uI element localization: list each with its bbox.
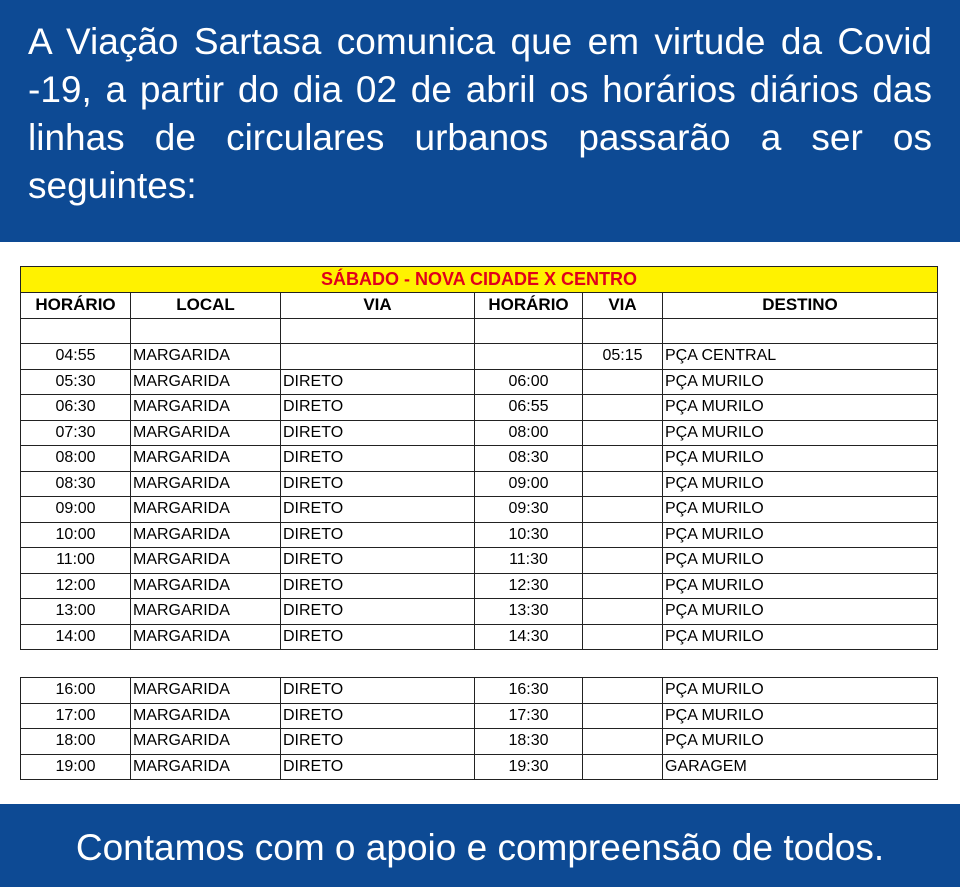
table-cell: 14:00 — [21, 624, 131, 650]
table-cell: DIRETO — [281, 573, 475, 599]
table-cell — [583, 522, 663, 548]
table-cell: 04:55 — [21, 344, 131, 370]
table-cell: MARGARIDA — [131, 497, 281, 523]
header-cell: VIA — [583, 293, 663, 319]
table-cell: MARGARIDA — [131, 344, 281, 370]
table-cell: 09:00 — [475, 471, 583, 497]
table-cell: DIRETO — [281, 678, 475, 704]
table-cell — [583, 369, 663, 395]
table-cell: MARGARIDA — [131, 754, 281, 780]
table-cell — [21, 318, 131, 344]
table-cell: PÇA MURILO — [663, 624, 938, 650]
table-cell: 11:00 — [21, 548, 131, 574]
table-cell: DIRETO — [281, 471, 475, 497]
table-cell: 08:00 — [475, 420, 583, 446]
table-row — [21, 318, 938, 344]
table-row — [21, 446, 938, 472]
table-cell — [475, 344, 583, 370]
table-cell: MARGARIDA — [131, 420, 281, 446]
table-cell: DIRETO — [281, 703, 475, 729]
table-cell: 05:15 — [583, 344, 663, 370]
table-cell: 05:30 — [21, 369, 131, 395]
table-cell: DIRETO — [281, 497, 475, 523]
table-row — [21, 599, 938, 625]
announcement-text: A Viação Sartasa comunica que em virtude da Covid -19, a partir do dia 02 de abril os horários diários das linhas de circulares urbanos passarão a ser os seguintes: — [28, 21, 932, 206]
schedule-table — [20, 266, 938, 650]
table-cell: DIRETO — [281, 420, 475, 446]
table-cell: DIRETO — [281, 446, 475, 472]
table-cell: PÇA MURILO — [663, 471, 938, 497]
header-cell: DESTINO — [663, 293, 938, 319]
table-cell: DIRETO — [281, 395, 475, 421]
table-row — [21, 369, 938, 395]
table-row — [21, 471, 938, 497]
header-cell: VIA — [281, 293, 475, 319]
table-cell: GARAGEM — [663, 754, 938, 780]
table-cell: MARGARIDA — [131, 471, 281, 497]
table-cell: MARGARIDA — [131, 522, 281, 548]
table-cell: 12:30 — [475, 573, 583, 599]
table-cell — [583, 446, 663, 472]
table-cell — [583, 624, 663, 650]
table-row — [21, 678, 938, 704]
table-cell: DIRETO — [281, 624, 475, 650]
table-cell — [663, 318, 938, 344]
header-cell: HORÁRIO — [21, 293, 131, 319]
table-cell: 18:00 — [21, 729, 131, 755]
table-cell: PÇA MURILO — [663, 522, 938, 548]
table-cell — [475, 318, 583, 344]
table-row — [21, 548, 938, 574]
table-row — [21, 624, 938, 650]
table-cell: 09:00 — [21, 497, 131, 523]
table-cell: PÇA MURILO — [663, 703, 938, 729]
table-row — [21, 420, 938, 446]
table-cell: PÇA MURILO — [663, 395, 938, 421]
schedule-title: SÁBADO - NOVA CIDADE X CENTRO — [21, 267, 938, 293]
table-cell — [583, 703, 663, 729]
table-cell: 08:00 — [21, 446, 131, 472]
table-cell: 14:30 — [475, 624, 583, 650]
table-cell — [583, 395, 663, 421]
table-cell: 13:30 — [475, 599, 583, 625]
table-row — [21, 729, 938, 755]
table-cell: 13:00 — [21, 599, 131, 625]
table-cell: DIRETO — [281, 754, 475, 780]
table-cell: DIRETO — [281, 369, 475, 395]
table-cell: MARGARIDA — [131, 369, 281, 395]
header-cell: LOCAL — [131, 293, 281, 319]
table-cell — [583, 754, 663, 780]
table-cell: 18:30 — [475, 729, 583, 755]
table-cell: MARGARIDA — [131, 624, 281, 650]
table-cell: 17:30 — [475, 703, 583, 729]
table-cell: PÇA MURILO — [663, 446, 938, 472]
table-cell: 17:00 — [21, 703, 131, 729]
table-row — [21, 522, 938, 548]
table-cell — [131, 318, 281, 344]
table-cell: DIRETO — [281, 729, 475, 755]
header-row — [21, 293, 938, 319]
table-cell: 10:00 — [21, 522, 131, 548]
table-row — [21, 395, 938, 421]
table-cell: MARGARIDA — [131, 548, 281, 574]
table-cell — [583, 318, 663, 344]
table-cell: PÇA CENTRAL — [663, 344, 938, 370]
announcement-banner — [0, 0, 960, 242]
table-cell: PÇA MURILO — [663, 599, 938, 625]
table-cell: 11:30 — [475, 548, 583, 574]
table-row — [21, 497, 938, 523]
table-cell: DIRETO — [281, 548, 475, 574]
table-cell: MARGARIDA — [131, 446, 281, 472]
footer-banner — [0, 804, 960, 887]
table-cell — [281, 344, 475, 370]
table-cell — [583, 729, 663, 755]
table-cell: 16:00 — [21, 678, 131, 704]
header-cell: HORÁRIO — [475, 293, 583, 319]
footer-text: Contamos com o apoio e compreensão de todos. — [75, 827, 885, 868]
table-cell: MARGARIDA — [131, 703, 281, 729]
table-cell: PÇA MURILO — [663, 369, 938, 395]
table-cell: 16:30 — [475, 678, 583, 704]
table-cell: MARGARIDA — [131, 395, 281, 421]
table-row — [21, 754, 938, 780]
table-cell: PÇA MURILO — [663, 729, 938, 755]
table-cell: PÇA MURILO — [663, 420, 938, 446]
table-row — [21, 344, 938, 370]
table-cell — [583, 497, 663, 523]
schedule-table-afternoon — [20, 677, 938, 780]
table-cell — [583, 573, 663, 599]
table-cell: MARGARIDA — [131, 599, 281, 625]
table-cell: MARGARIDA — [131, 573, 281, 599]
table-cell — [583, 548, 663, 574]
table-row — [21, 573, 938, 599]
table-cell: 08:30 — [21, 471, 131, 497]
table-row — [21, 703, 938, 729]
table-cell — [583, 599, 663, 625]
table-cell — [583, 678, 663, 704]
table-cell — [583, 471, 663, 497]
table-cell: PÇA MURILO — [663, 548, 938, 574]
table-cell: 07:30 — [21, 420, 131, 446]
table-cell: MARGARIDA — [131, 678, 281, 704]
table-cell: 10:30 — [475, 522, 583, 548]
table-cell: 19:00 — [21, 754, 131, 780]
table-cell — [583, 420, 663, 446]
table-cell: 06:30 — [21, 395, 131, 421]
table-cell: 06:55 — [475, 395, 583, 421]
table-cell: DIRETO — [281, 522, 475, 548]
table-cell: PÇA MURILO — [663, 573, 938, 599]
table-cell: PÇA MURILO — [663, 678, 938, 704]
table-cell: 12:00 — [21, 573, 131, 599]
table-cell: 06:00 — [475, 369, 583, 395]
table-cell — [281, 318, 475, 344]
table-cell: DIRETO — [281, 599, 475, 625]
table-cell: MARGARIDA — [131, 729, 281, 755]
table-cell: 19:30 — [475, 754, 583, 780]
table-cell: 09:30 — [475, 497, 583, 523]
table-cell: 08:30 — [475, 446, 583, 472]
table-cell: PÇA MURILO — [663, 497, 938, 523]
